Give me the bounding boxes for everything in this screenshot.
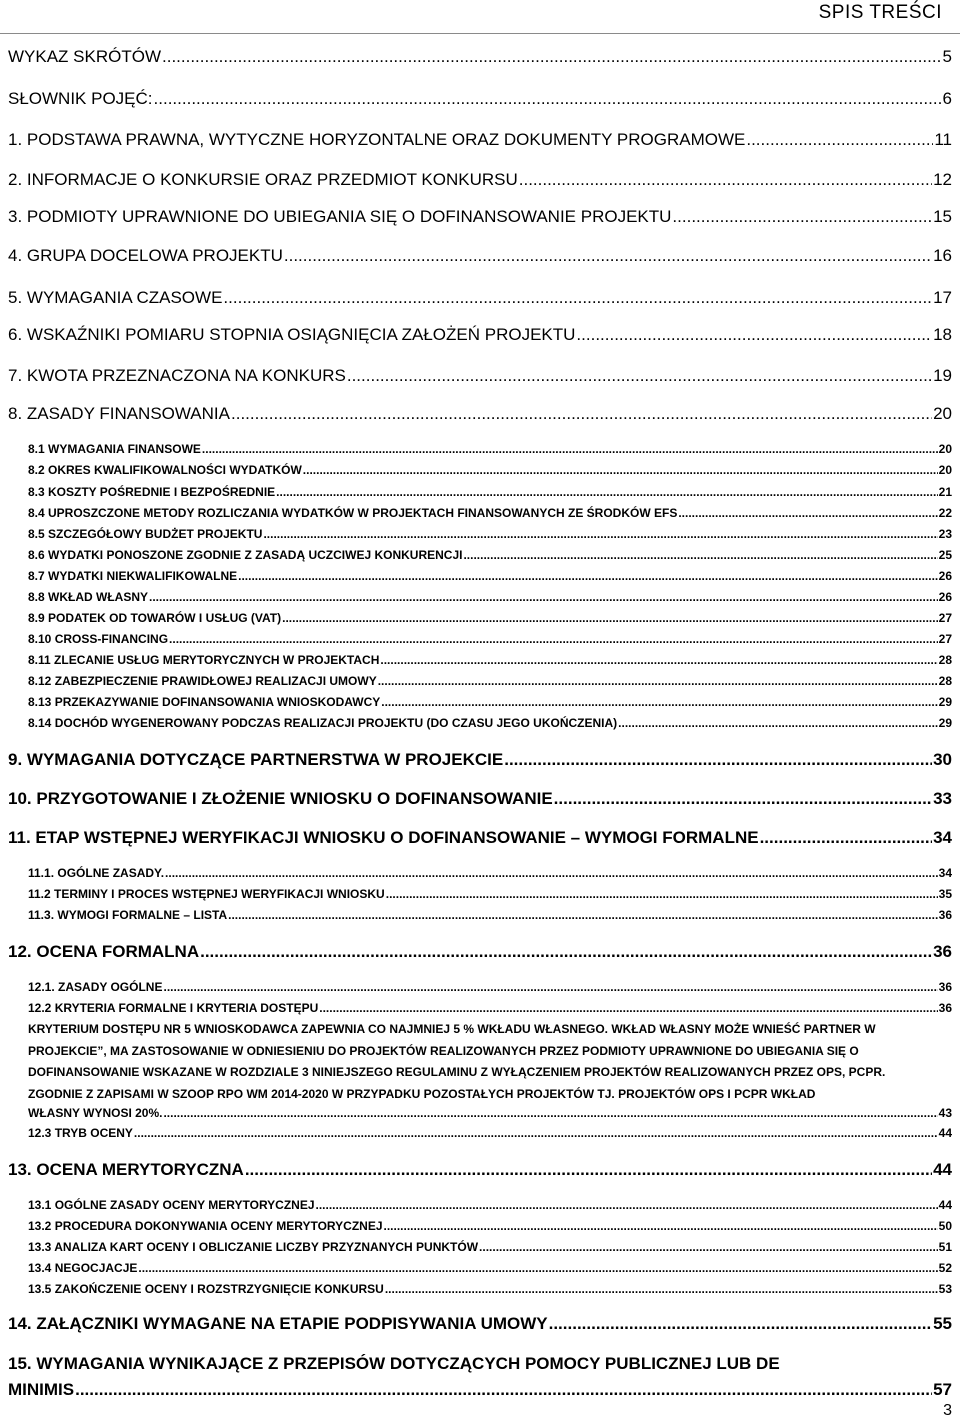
toc-page-number: 21 [938, 485, 952, 499]
toc-page-number: 17 [933, 288, 952, 307]
toc-entry[interactable] [28, 611, 952, 625]
toc-entry[interactable] [28, 632, 952, 646]
dot-leader [384, 1219, 938, 1233]
toc-page-number: 52 [938, 1261, 952, 1275]
dot-leader [381, 695, 937, 709]
toc-entry-title: 10. PRZYGOTOWANIE I ZŁOŻENIE WNIOSKU O DOFINANSOWANIE [8, 789, 553, 808]
toc-entry[interactable] [28, 506, 952, 520]
toc-entry-title: 8.1 WYMAGANIA FINANSOWE [28, 442, 201, 456]
toc-entry-title: 13.2 PROCEDURA DOKONYWANIA OCENY MERYTORYCZNEJ [28, 1219, 383, 1233]
dot-leader [138, 1261, 937, 1275]
toc-page-number: 28 [938, 674, 952, 688]
page-header: SPIS TREŚCI [818, 2, 942, 23]
toc-entry-title: 14. ZAŁĄCZNIKI WYMAGANE NA ETAPIE PODPISYWANIA UMOWY [8, 1314, 548, 1333]
dot-leader [162, 47, 942, 67]
toc-page-number: 57 [933, 1380, 952, 1399]
dot-leader [319, 1001, 937, 1015]
dot-leader [554, 789, 932, 809]
toc-entry[interactable] [28, 908, 952, 922]
dot-leader [386, 887, 938, 901]
toc-entry[interactable] [28, 1126, 952, 1140]
toc-entry-title: 8.11 ZLECANIE USŁUG MERYTORYCZNYCH W PROJEKTACH [28, 653, 380, 667]
dot-leader [169, 632, 938, 646]
wrapped-line: KRYTERIUM DOSTĘPU NR 5 WNIOSKODAWCA ZAPEWNIA CO NAJMNIEJ 5 % WKŁADU WŁASNEGO. WKŁAD WŁASNY MOŻE WNIEŚĆ PARTNER W [28, 1022, 876, 1036]
toc-entry-title: 5. WYMAGANIA CZASOWE [8, 288, 223, 307]
toc-entry-title: 8.6 WYDATKI PONOSZONE ZGODNIE Z ZASADĄ UCZCIWEJ KONKURENCJI [28, 548, 463, 562]
toc-page-number: 19 [933, 366, 952, 385]
toc-entry-title: 8.12 ZABEZPIECZENIE PRAWIDŁOWEJ REALIZACJI UMOWY [28, 674, 377, 688]
toc-entry-title: 8.13 PRZEKAZYWANIE DOFINANSOWANIA WNIOSKODAWCY [28, 695, 381, 709]
toc-page-number: 27 [938, 632, 952, 646]
toc-entry-title: 12.1. ZASADY OGÓLNE [28, 980, 163, 994]
toc-page-number: 36 [938, 980, 952, 994]
toc-entry-title: 7. KWOTA PRZEZNACZONA NA KONKURS [8, 366, 346, 385]
dot-leader [678, 506, 937, 520]
toc-entry-title: 13.1 OGÓLNE ZASADY OCENY MERYTORYCZNEJ [28, 1198, 315, 1212]
dot-leader [149, 590, 938, 604]
toc-entry-title: WYKAZ SKRÓTÓW [8, 47, 161, 66]
toc-entry-title: 8.5 SZCZEGÓŁOWY BUDŻET PROJEKTU [28, 527, 263, 541]
dot-leader [165, 866, 938, 880]
dot-leader [284, 246, 932, 266]
toc-entry-title: 13.4 NEGOCJACJE [28, 1261, 138, 1275]
toc-entry-title: WŁASNY WYNOSI 20%. [28, 1106, 163, 1120]
dot-leader [549, 1314, 932, 1334]
dot-leader [504, 750, 932, 770]
dot-leader [238, 569, 938, 583]
toc-entry[interactable] [28, 463, 952, 477]
toc-page-number: 53 [938, 1282, 952, 1296]
dot-leader [380, 653, 937, 667]
toc-entry-title: 11.2 TERMINY I PROCES WSTĘPNEJ WERYFIKACJI WNIOSKU [28, 887, 385, 901]
dot-leader [760, 828, 933, 848]
toc-page-number: 15 [933, 207, 952, 226]
toc-entry-title: 6. WSKAŹNIKI POMIARU STOPNIA OSIĄGNIĘCIA ZAŁOŻEŃ PROJEKTU [8, 325, 576, 344]
dot-leader [618, 716, 937, 730]
toc-page-number: 36 [938, 1001, 952, 1015]
dot-leader [276, 485, 937, 499]
toc-entry-title: 8.10 CROSS-FINANCING [28, 632, 169, 646]
toc-entry-title: 11.1. OGÓLNE ZASADY. [28, 866, 165, 880]
toc-entry[interactable] [28, 1282, 952, 1296]
dot-leader [463, 548, 937, 562]
dot-leader [385, 1282, 938, 1296]
toc-entry-title: 12.2 KRYTERIA FORMALNE I KRYTERIA DOSTĘPU [28, 1001, 319, 1015]
toc-entry-title: 12. OCENA FORMALNA [8, 942, 200, 961]
toc-page-number: 35 [938, 887, 952, 901]
toc-entry-title: 1. PODSTAWA PRAWNA, WYTYCZNE HORYZONTALNE ORAZ DOKUMENTY PROGRAMOWE [8, 130, 746, 149]
toc-page-number: 26 [938, 590, 952, 604]
dot-leader [163, 1106, 937, 1120]
toc-page-number: 20 [933, 404, 952, 423]
toc-entry[interactable] [8, 1380, 952, 1400]
toc-entry[interactable] [28, 980, 952, 994]
final-entry-line1: 15. WYMAGANIA WYNIKAJĄCE Z PRZEPISÓW DOTYCZĄCYCH POMOCY PUBLICZNEJ LUB DE [8, 1354, 780, 1373]
toc-page-number: 34 [938, 866, 952, 880]
dot-leader [200, 942, 932, 962]
toc-entry[interactable] [28, 1261, 952, 1275]
dot-leader [479, 1240, 938, 1254]
toc-entry-title: 3. PODMIOTY UPRAWNIONE DO UBIEGANIA SIĘ O DOFINANSOWANIE PROJEKTU [8, 207, 672, 226]
toc-entry[interactable] [8, 750, 952, 770]
toc-page-number: 30 [933, 750, 952, 769]
dot-leader [154, 89, 942, 109]
toc-page-number: 44 [938, 1126, 952, 1140]
toc-entry[interactable] [8, 1160, 952, 1180]
toc-entry[interactable] [8, 1314, 952, 1334]
toc-entry[interactable] [8, 288, 952, 308]
toc-page-number: 36 [933, 942, 952, 961]
dot-leader [576, 325, 932, 345]
dot-leader [245, 1160, 932, 1180]
toc-page-number: 5 [942, 47, 952, 66]
toc-page-number: 23 [938, 527, 952, 541]
toc-entry[interactable] [8, 47, 952, 67]
dot-leader [519, 170, 932, 190]
toc-entry-title: 11. ETAP WSTĘPNEJ WERYFIKACJI WNIOSKU O DOFINANSOWANIE – WYMOGI FORMALNE [8, 828, 759, 847]
toc-entry-title: 2. INFORMACJE O KONKURSIE ORAZ PRZEDMIOT KONKURSU [8, 170, 518, 189]
toc-entry[interactable] [8, 170, 952, 190]
toc-entry[interactable] [28, 548, 952, 562]
toc-entry[interactable] [28, 1001, 952, 1015]
dot-leader [746, 130, 933, 150]
toc-entry-title: 13.3 ANALIZA KART OCENY I OBLICZANIE LICZBY PRZYZNANYCH PUNKTÓW [28, 1240, 479, 1254]
toc-page-number: 50 [938, 1219, 952, 1233]
toc-entry-title: 13. OCENA MERYTORYCZNA [8, 1160, 244, 1179]
wrapped-line: ZGODNIE Z ZAPISAMI W SZOOP RPO WM 2014-2020 W PRZYPADKU POZOSTAŁYCH PROJEKTÓW TJ. PROJEKTÓW OPS I PCPR WKŁAD [28, 1087, 816, 1101]
dot-leader [316, 1198, 938, 1212]
dot-leader [672, 207, 932, 227]
toc-page-number: 11 [934, 130, 952, 149]
toc-entry-title: 8. ZASADY FINANSOWANIA [8, 404, 230, 423]
toc-page-number: 26 [938, 569, 952, 583]
dot-leader [228, 908, 938, 922]
toc-entry-title: 13.5 ZAKOŃCZENIE OCENY I ROZSTRZYGNIĘCIE KONKURSU [28, 1282, 384, 1296]
wrapped-line: PROJEKCIE”, MA ZASTOSOWANIE W ODNIESIENIU DO PROJEKTÓW REALIZOWANYCH PRZEZ PODMIOTY UPRAWNIONE DO UBIEGANIA SIĘ O [28, 1044, 859, 1058]
toc-entry[interactable] [8, 246, 952, 266]
toc-page-number: 44 [933, 1160, 952, 1179]
toc-entry[interactable] [28, 866, 952, 880]
dot-leader [202, 442, 938, 456]
toc-entry-title: 11.3. WYMOGI FORMALNE – LISTA [28, 908, 228, 922]
toc-entry-title: 8.9 PODATEK OD TOWARÓW I USŁUG (VAT) [28, 611, 282, 625]
toc-entry[interactable] [28, 590, 952, 604]
dot-leader [303, 463, 938, 477]
toc-entry-title: 9. WYMAGANIA DOTYCZĄCE PARTNERSTWA W PROJEKCIE [8, 750, 504, 769]
toc-page-number: 22 [938, 506, 952, 520]
toc-entry-title: MINIMIS [8, 1380, 75, 1399]
toc-entry[interactable] [8, 130, 952, 150]
toc-entry[interactable] [28, 569, 952, 583]
toc-page-number: 18 [933, 325, 952, 344]
dot-leader [163, 980, 937, 994]
toc-entry[interactable] [8, 366, 952, 386]
toc-entry[interactable] [8, 828, 952, 848]
toc-entry[interactable] [28, 1106, 952, 1120]
toc-entry[interactable] [8, 942, 952, 962]
toc-entry-title: 8.7 WYDATKI NIEKWALIFIKOWALNE [28, 569, 238, 583]
dot-leader [231, 404, 932, 424]
toc-entry[interactable] [28, 485, 952, 499]
toc-page-number: 27 [938, 611, 952, 625]
toc-entry[interactable] [28, 674, 952, 688]
toc-page-number: 43 [938, 1106, 952, 1120]
toc-entry[interactable] [28, 527, 952, 541]
toc-page-number: 33 [933, 789, 952, 808]
toc-entry[interactable] [28, 1219, 952, 1233]
toc-entry[interactable] [28, 716, 952, 730]
toc-entry[interactable] [28, 1198, 952, 1212]
dot-leader [223, 288, 932, 308]
toc-entry[interactable] [28, 887, 952, 901]
toc-entry-title: 8.4 UPROSZCZONE METODY ROZLICZANIA WYDATKÓW W PROJEKTACH FINANSOWANYCH ZE ŚRODKÓW EFS [28, 506, 678, 520]
toc-page-number: 55 [933, 1314, 952, 1333]
wrapped-line: DOFINANSOWANIE WSKAZANE W ROZDZIALE 3 NINIEJSZEGO REGULAMINU Z WYŁĄCZENIEM PROJEKTÓW REALIZOWANYCH PRZEZ OPS, PCPR. [28, 1065, 886, 1079]
toc-page-number: 25 [938, 548, 952, 562]
toc-entry[interactable] [28, 1240, 952, 1254]
toc-page-number: 12 [933, 170, 952, 189]
toc-page-number: 6 [942, 89, 952, 108]
page-number: 3 [943, 1402, 952, 1419]
toc-entry[interactable] [8, 404, 952, 424]
toc-entry-title: 12.3 TRYB OCENY [28, 1126, 133, 1140]
toc-entry-title: 8.8 WKŁAD WŁASNY [28, 590, 148, 604]
toc-page-number: 29 [938, 695, 952, 709]
toc-entry[interactable] [28, 442, 952, 456]
toc-entry[interactable] [28, 653, 952, 667]
dot-leader [134, 1126, 938, 1140]
toc-entry[interactable] [8, 207, 952, 227]
toc-entry[interactable] [8, 789, 952, 809]
toc-page-number: 28 [938, 653, 952, 667]
toc-page-number: 16 [933, 246, 952, 265]
toc-page-number: 44 [938, 1198, 952, 1212]
toc-entry[interactable] [28, 695, 952, 709]
toc-page-number: 29 [938, 716, 952, 730]
dot-leader [282, 611, 938, 625]
toc-entry-title: 8.2 OKRES KWALIFIKOWALNOŚCI WYDATKÓW [28, 463, 302, 477]
toc-entry-title: 4. GRUPA DOCELOWA PROJEKTU [8, 246, 283, 265]
toc-page-number: 36 [938, 908, 952, 922]
dot-leader [378, 674, 938, 688]
toc-page-number: 51 [938, 1240, 952, 1254]
toc-entry[interactable] [8, 89, 952, 109]
dot-leader [347, 366, 932, 386]
toc-page-number: 20 [938, 442, 952, 456]
toc-entry-title: SŁOWNIK POJĘĆ: [8, 89, 153, 108]
toc-entry[interactable] [8, 325, 952, 345]
dot-leader [263, 527, 937, 541]
toc-entry-title: 8.3 KOSZTY POŚREDNIE I BEZPOŚREDNIE [28, 485, 276, 499]
toc-page-number: 20 [938, 463, 952, 477]
toc-entry-title: 8.14 DOCHÓD WYGENEROWANY PODCZAS REALIZACJI PROJEKTU (DO CZASU JEGO UKOŃCZENIA) [28, 716, 618, 730]
toc-page-number: 34 [933, 828, 952, 847]
dot-leader [75, 1380, 932, 1400]
